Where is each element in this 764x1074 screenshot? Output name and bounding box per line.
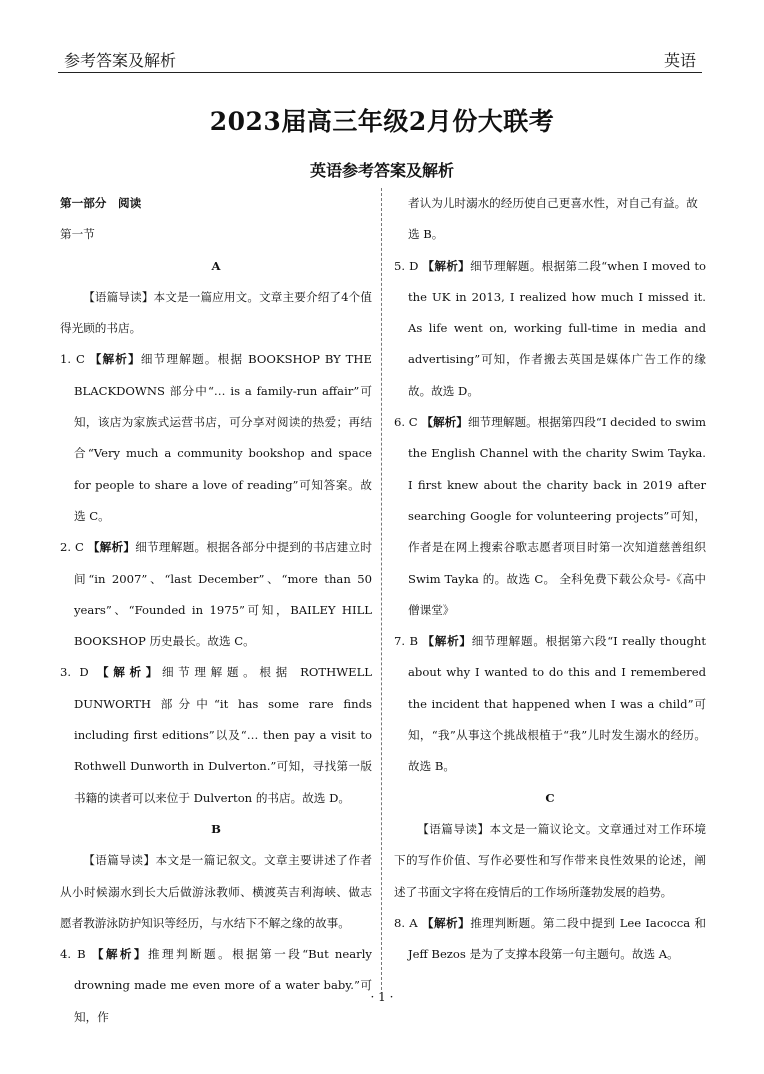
passage-heading-c: C	[545, 790, 555, 805]
answer-number: 7. B	[394, 634, 418, 649]
column-divider	[381, 188, 382, 990]
analysis-tag: 【解析】	[97, 665, 162, 680]
answer-text: 细节理解题。根据第四段“I decided to swim the English Channel with the charity Swim Tayka. I first knew about the charity back in 2019 after searching Google for volunteering projects”可知，作者是在网上搜索谷歌志愿者项目时第一次知道慈善组织 Swim Tayka 的。故选 C。 全科免费下载公众号-《高中僧课堂》	[408, 415, 707, 617]
page-number: · 1 ·	[370, 990, 394, 1004]
passage-intro-c: 【语篇导读】本文是一篇议论文。文章通过对工作环境下的写作价值、写作必要性和写作带来良性效果的论述，阐述了书面文字将在疫情后的工作场所蓬勃发展的趋势。	[394, 821, 706, 899]
analysis-tag: 【解析】	[422, 634, 472, 649]
left-column	[60, 188, 372, 1033]
answer-number: 2. C	[60, 540, 84, 555]
passage-heading-a: A	[211, 258, 221, 273]
answer-text: 细节理解题。根据 BOOKSHOP BY THE BLACKDOWNS 部分中“… is a family-run affair”可知，该店为家族式运营书店，可分享对阅读的热爱；再结合“Very much a community bookshop and space for people to share a love of reading”可知答案。故选 C。	[74, 352, 372, 523]
answer-item	[394, 407, 706, 626]
analysis-tag: 【解析】	[421, 915, 471, 930]
section-heading: 第一节	[60, 227, 95, 242]
passage-intro-a: 【语篇导读】本文是一篇应用文。文章主要介绍了4个值得光顾的书店。	[60, 289, 372, 336]
answer-item	[60, 939, 372, 1033]
answer-number: 1. C	[60, 352, 85, 367]
answer-number: 4. B	[60, 947, 86, 962]
answer-continuation: 者认为儿时溺水的经历使自己更喜水性，对自己有益。故选 B。	[408, 196, 698, 242]
answer-item	[60, 657, 372, 813]
answer-item	[60, 532, 372, 657]
answer-text: 细节理解题。根据 ROTHWELL DUNWORTH 部分中“it has some rare finds including first editions”以及“… then pay a visit to Rothwell Dunworth in Dulverton.”可知，寻找第一版书籍的读者可以来位于 Dulverton 的书店。故选 D。	[74, 665, 372, 805]
answer-number: 6. C	[394, 415, 418, 430]
answer-text: 推理判断题。第二段中提到 Lee Iacocca 和 Jeff Bezos 是为了支撑本段第一句主题句。故选 A。	[408, 915, 706, 962]
document-title: 2023届高三年级2月份大联考	[209, 107, 555, 136]
answer-text: 细节理解题。根据第六段“I really thought about why I wanted to do this and I remembered the incident that happened when I was a child”可知，“我”从事这个挑战根植于“我”儿时发生溺水的经历。故选 B。	[408, 634, 706, 774]
analysis-tag: 【解析】	[421, 415, 468, 430]
answer-item	[60, 344, 372, 532]
answer-item	[394, 626, 706, 782]
answer-item	[394, 251, 706, 407]
passage-intro-b: 【语篇导读】本文是一篇记叙文。文章主要讲述了作者从小时候溺水到长大后做游泳教师、横渡英吉利海峡、做志愿者教游泳防护知识等经历，与水结下不解之缘的故事。	[60, 853, 372, 930]
answer-text: 细节理解题。根据第二段“when I moved to the UK in 2013, I realized how much I missed it. As life went on, working full-time in media and advertising”可知，作者搬去英国是媒体广告工作的缘故。故选 D。	[408, 258, 706, 398]
answer-item	[394, 908, 706, 971]
header-left-title: 参考答案及解析	[64, 51, 177, 70]
document-subtitle: 英语参考答案及解析	[309, 161, 454, 180]
analysis-tag: 【解析】	[422, 258, 471, 273]
answer-text: 推理判断题。根据第一段“But nearly drowning made me even more of a water baby.”可知，作	[74, 947, 372, 1024]
analysis-tag: 【解析】	[87, 540, 136, 555]
passage-heading-b: B	[211, 821, 221, 836]
answer-text: 细节理解题。根据各部分中提到的书店建立时间“in 2007”、“last December”、“more than 50 years”、“Founded in 1975”可知，BAILEY HILL BOOKSHOP 历史最长。故选 C。	[74, 540, 372, 649]
answer-number: 3. D	[60, 665, 89, 680]
answer-number: 5. D	[394, 258, 419, 273]
page-header	[58, 44, 702, 73]
part-heading: 第一部分 阅读	[60, 196, 142, 210]
header-subject: 英语	[663, 51, 696, 70]
right-column	[394, 188, 706, 970]
analysis-tag: 【解析】	[89, 352, 141, 367]
analysis-tag: 【解析】	[91, 947, 148, 962]
answer-number: 8. A	[394, 915, 418, 930]
